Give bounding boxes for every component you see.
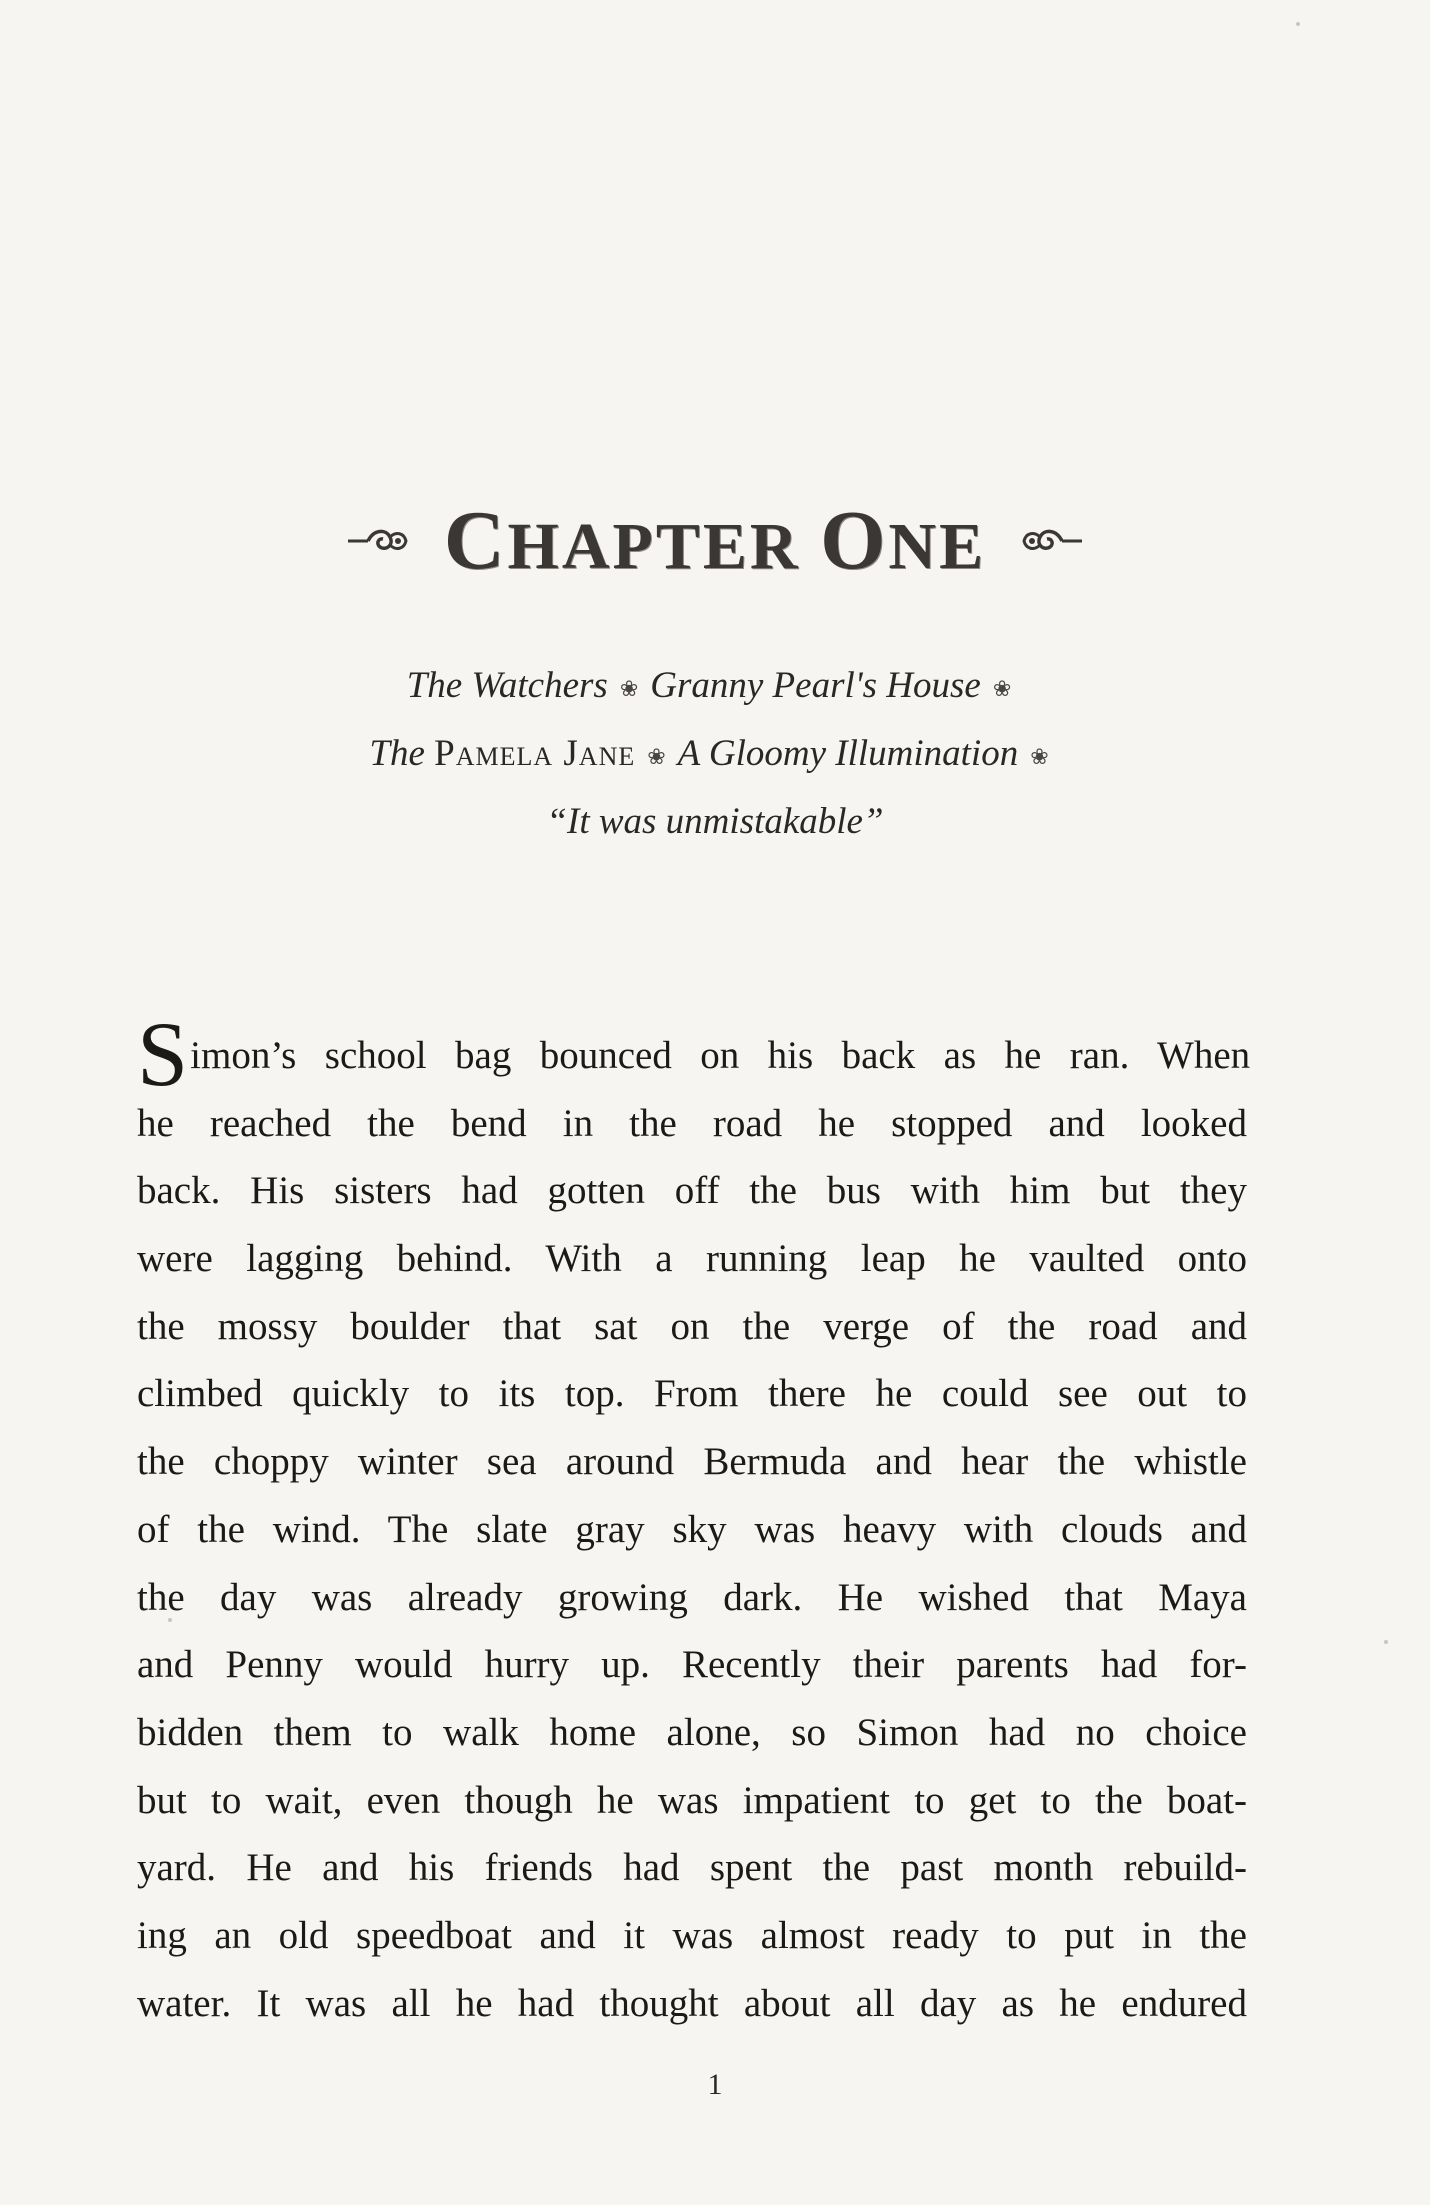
right-flourish-icon (1020, 521, 1084, 561)
body-line: bidden them to walk home alone, so Simon had no choice (137, 1710, 1247, 1754)
body-line: of the wind. The slate gray sky was heavy with clouds and (137, 1507, 1247, 1551)
flower-separator-icon: ❀ (619, 675, 639, 701)
contents-item-pamela-jane-prefix: The (369, 733, 435, 774)
flower-separator-icon: ❀ (992, 675, 1012, 701)
contents-item-granny-pearls-house: Granny Pearl's House (650, 665, 981, 706)
chapter-title-word2: NE (888, 510, 987, 583)
chapter-contents (0, 652, 1430, 856)
left-flourish-icon (346, 521, 410, 561)
paper-speck (168, 1618, 172, 1622)
body-line-first-rest: imon’s school bag bounced on his back as he ran. When (190, 1034, 1251, 1077)
paper-speck (1384, 1640, 1388, 1644)
flower-separator-icon: ❀ (647, 743, 666, 769)
contents-item-unmistakable: “It was unmistakable” (546, 801, 884, 842)
chapter-title-initial: C (443, 494, 508, 587)
chapter-title-initial-2: O (820, 494, 889, 587)
body-line: yard. He and his friends had spent the past month rebuild- (137, 1846, 1247, 1890)
chapter-body-text (137, 1003, 1251, 2037)
chapter-title-word1: HAPTER (507, 510, 821, 583)
contents-item-watchers: The Watchers (406, 665, 608, 706)
contents-line-1 (0, 652, 1430, 720)
body-line: water. It was all he had thought about all day as he endured (137, 1981, 1247, 2025)
body-line: but to wait, even though he was impatient to get to the boat- (137, 1778, 1247, 1822)
body-line: were lagging behind. With a running leap he vaulted onto (137, 1237, 1247, 1281)
contents-line-3 (0, 788, 1430, 856)
contents-item-gloomy-illumination: A Gloomy Illumination (677, 733, 1019, 774)
body-line: climbed quickly to its top. From there he could see out to (137, 1372, 1247, 1416)
body-line-first (137, 1003, 1251, 1105)
body-line: the choppy winter sea around Bermuda and hear the whistle (137, 1440, 1247, 1484)
body-line: and Penny would hurry up. Recently their parents had for- (137, 1643, 1247, 1687)
body-line: the day was already growing dark. He wished that Maya (137, 1575, 1247, 1619)
page-number: 1 (707, 2068, 723, 2101)
paper-speck (1296, 22, 1300, 26)
body-line: back. His sisters had gotten off the bus with him but they (137, 1169, 1247, 1213)
flower-separator-icon: ❀ (1030, 743, 1049, 769)
contents-item-pamela-jane: Pamela Jane (434, 733, 636, 774)
chapter-title (444, 492, 986, 589)
body-line: he reached the bend in the road he stopped and looked (137, 1101, 1247, 1145)
chapter-heading (0, 492, 1430, 589)
body-line: ing an old speedboat and it was almost ready to put in the (137, 1913, 1247, 1957)
contents-line-2 (0, 720, 1430, 788)
body-line: the mossy boulder that sat on the verge of the road and (137, 1304, 1247, 1348)
drop-cap: S (137, 1003, 189, 1105)
